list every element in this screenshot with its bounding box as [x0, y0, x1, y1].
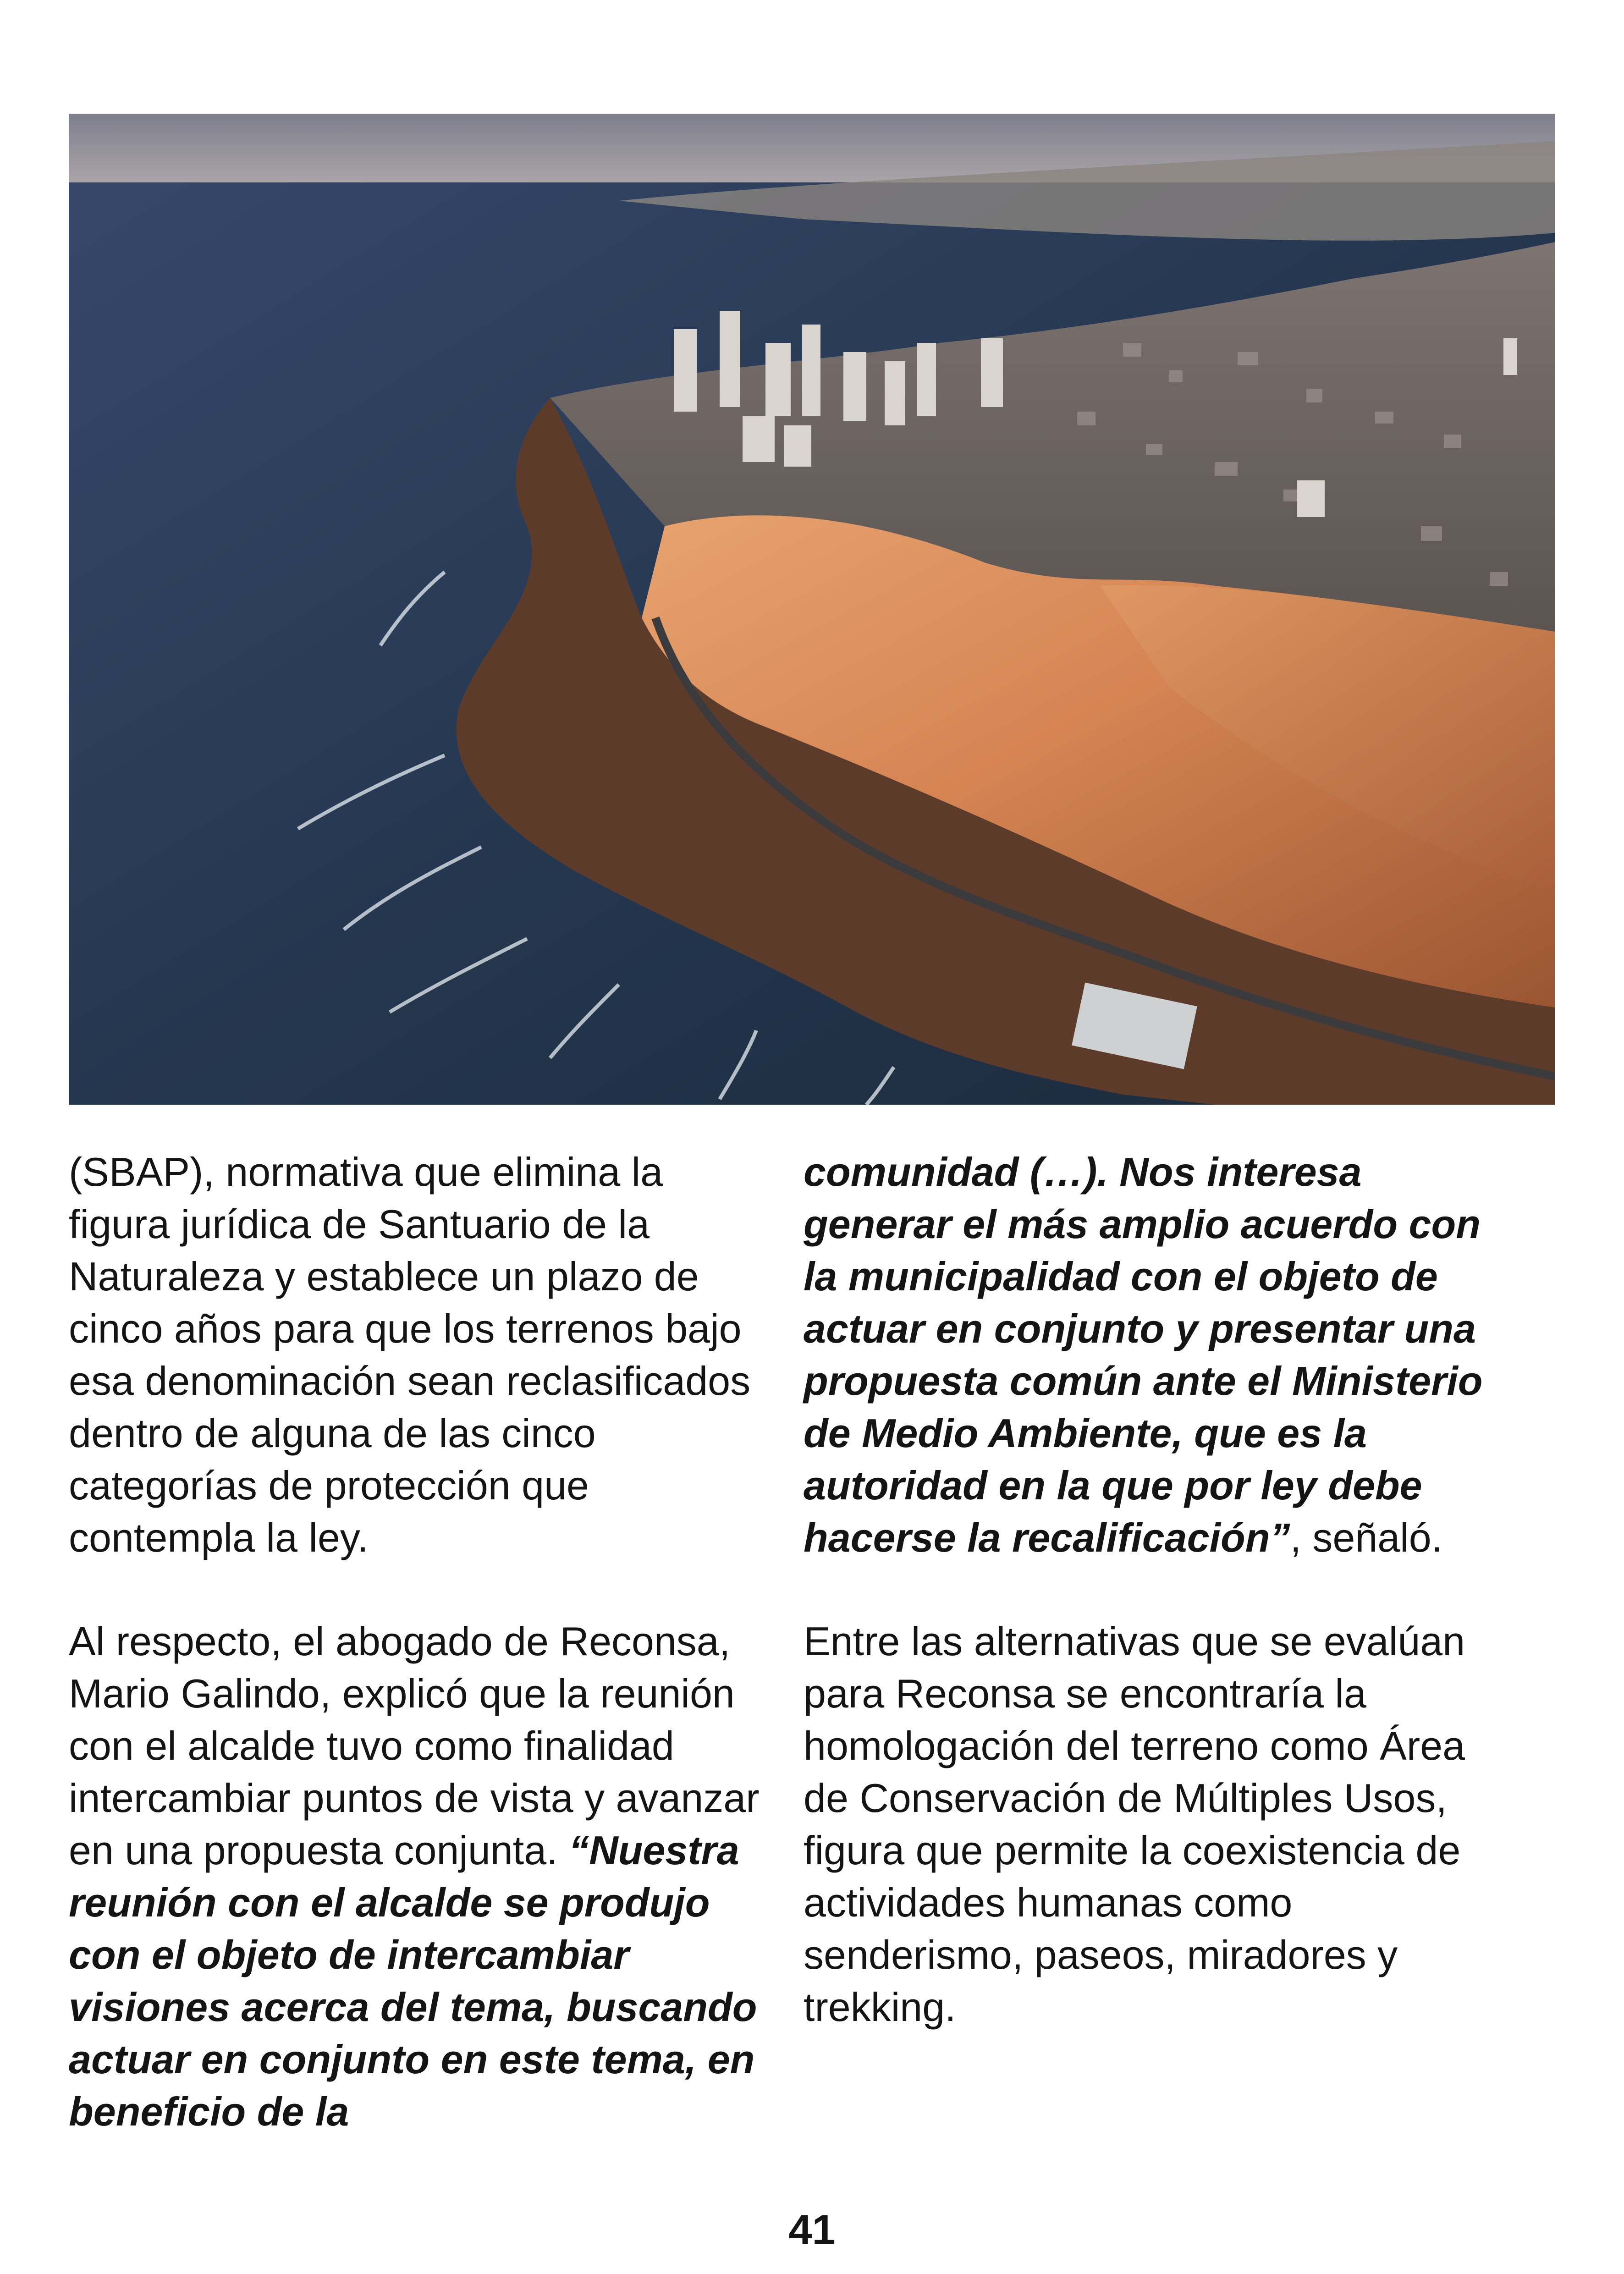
right-paragraph-1-quote: comunidad (…). Nos interesa generar el más amplio acuerdo con la municipalidad con el objeto de actuar en conjunto y presentar una propuesta común ante el Ministerio de Medio Ambiente, que es la autoridad en la que por ley debe hacerse la recalificación”	[804, 1149, 1483, 1560]
right-text-column	[804, 1146, 1500, 2085]
right-paragraph-1	[804, 1146, 1500, 1564]
aerial-coastal-dunes-photo	[69, 114, 1555, 1105]
left-paragraph-1: (SBAP), normativa que elimina la figura jurídica de Santuario de la Naturaleza y establece un plazo de cinco años para que los terrenos bajo esa denominación sean reclasificados dentro de alguna de las cinco categorías de protección que contempla la ley.	[69, 1149, 751, 1560]
right-paragraph-2: Entre las alternativas que se evalúan para Reconsa se encontraría la homologación del terreno como Área de Conservación de Múltiples Usos, figura que permite la coexistencia de actividades humanas como senderismo, paseos, miradores y trekking.	[804, 1619, 1465, 2030]
left-paragraph-2-text: Al respecto, el abogado de Reconsa, Mario Galindo, explicó que la reunión con el alcalde tuvo como finalidad intercambiar puntos de vista y avanzar en una propuesta conjunta.	[69, 1619, 760, 1873]
right-paragraph-1-tail: , señaló.	[1290, 1515, 1443, 1560]
page-number: 41	[788, 2207, 836, 2253]
left-paragraph-2	[69, 1615, 765, 2138]
left-paragraph-2-quote: “Nuestra reunión con el alcalde se produjo con el objeto de intercambiar visiones acerca del tema, buscando actuar en conjunto en este tema, en beneficio de la	[69, 1828, 757, 2134]
left-text-column	[69, 1146, 765, 2189]
